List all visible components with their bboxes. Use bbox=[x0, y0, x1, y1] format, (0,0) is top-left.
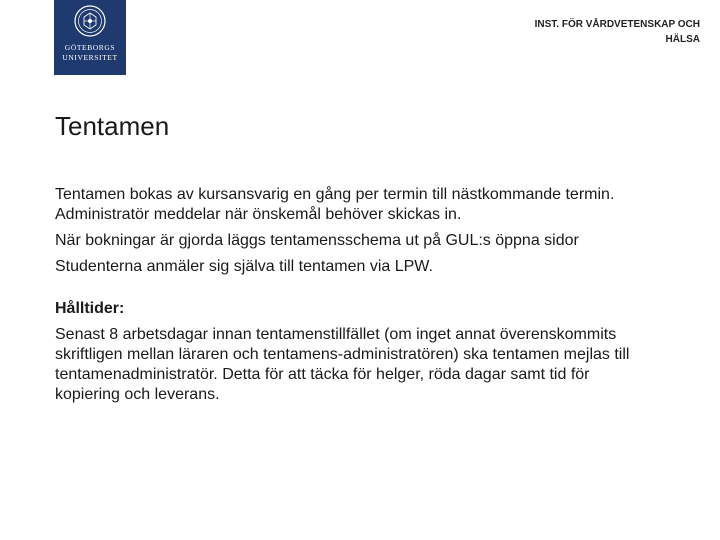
section-heading-deadlines: Hålltider: bbox=[55, 300, 125, 317]
university-seal-icon bbox=[54, 0, 126, 42]
department-line1: INST. FÖR VÅRDVETENSKAP OCH bbox=[534, 19, 700, 30]
slide-body bbox=[55, 185, 655, 411]
paragraph-deadlines: Senast 8 arbetsdagar innan tentamenstillfället (om inget annat överenskommits skriftligen mellan läraren och tentamens-administratören) ska tentamen mejlas till tentamenadministratör. Detta för att täcka för helger, röda dagar samt tid för kopiering och leverans. bbox=[55, 326, 630, 403]
paragraph-schedule: När bokningar är gjorda läggs tentamensschema ut på GUL:s öppna sidor bbox=[55, 232, 579, 249]
logo-text-line2: UNIVERSITET bbox=[62, 53, 118, 62]
paragraph-booking: Tentamen bokas av kursansvarig en gång per termin till nästkommande termin. bbox=[55, 186, 615, 203]
department-header bbox=[480, 17, 700, 47]
department-line2: HÄLSA bbox=[665, 34, 700, 45]
logo-text-line1: GÖTEBORGS bbox=[64, 43, 116, 52]
paragraph-registration: Studenterna anmäler sig själva till tentamen via LPW. bbox=[55, 258, 433, 275]
paragraph-administrator: Administratör meddelar när önskemål behöver skickas in. bbox=[55, 206, 462, 223]
page-title: Tentamen bbox=[55, 111, 170, 141]
university-logo bbox=[54, 0, 126, 75]
